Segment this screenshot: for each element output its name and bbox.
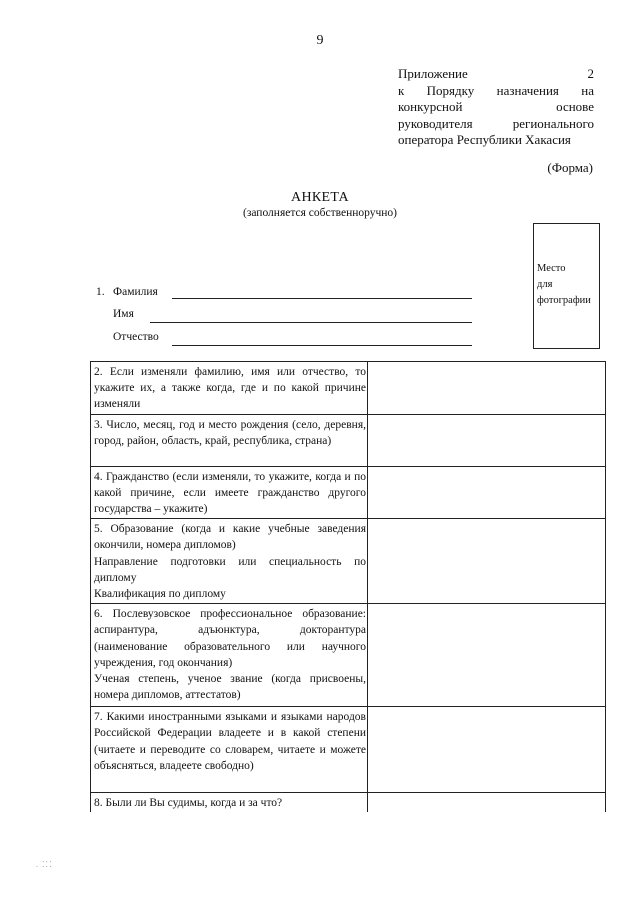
first-name-field[interactable] <box>150 322 472 323</box>
answer-cell[interactable] <box>368 466 606 519</box>
question-text: 8. Были ли Вы судимы, когда и за что? <box>94 797 283 810</box>
photo-label-line: для <box>537 279 553 290</box>
table-row <box>91 604 606 707</box>
question-text: 7. Какими иностранными языками и языками народов Российской Федерации владеете и в какой степени (читаете и переводите со словарем, читаете и можете объясняться, владеете свободно) <box>94 711 366 772</box>
personal-section-number: 1. <box>96 286 105 298</box>
form-label: (Форма) <box>547 160 593 175</box>
question-cell <box>91 604 368 707</box>
question-text: Квалификация по диплому <box>94 588 226 601</box>
scan-mark: . ⁚⁚⁚ <box>36 860 53 869</box>
table-row <box>91 519 606 604</box>
question-cell <box>91 519 368 604</box>
table-row <box>91 707 606 793</box>
answer-cell[interactable] <box>368 362 606 415</box>
question-cell <box>91 414 368 466</box>
table-row <box>91 466 606 519</box>
answer-cell[interactable] <box>368 519 606 604</box>
answer-cell[interactable] <box>368 414 606 466</box>
question-text: Ученая степень, ученое звание (когда присвоены, номера дипломов, аттестатов) <box>94 673 366 702</box>
answer-cell[interactable] <box>368 707 606 793</box>
page-number: 9 <box>316 33 324 48</box>
appendix-line: к Порядку назначения на <box>398 82 594 98</box>
question-cell <box>91 793 368 813</box>
appendix-line: конкурсной основе <box>398 99 594 114</box>
question-cell <box>91 707 368 793</box>
patronymic-field[interactable] <box>172 345 472 346</box>
surname-field[interactable] <box>172 298 472 299</box>
question-text: Направление подготовки или специальность по диплому <box>94 555 366 584</box>
appendix-line: оператора Республики Хакасия <box>398 132 571 147</box>
photo-label-line: Место <box>537 263 566 274</box>
document-title: АНКЕТА <box>291 190 349 205</box>
answer-cell[interactable] <box>368 604 606 707</box>
table-row <box>91 793 606 813</box>
question-cell <box>91 362 368 415</box>
answer-cell[interactable] <box>368 793 606 813</box>
document-subtitle: (заполняется собственноручно) <box>242 207 398 219</box>
question-text: 6. Послевузовское профессиональное образование: аспирантура, адъюнктура, докторантура (наименование образовательного или научного учреждения, год окончания) <box>94 608 366 669</box>
question-text: 4. Гражданство (если изменяли, то укажите, когда и по какой причине, если имеете гражданство другого государства – укажите) <box>94 470 366 516</box>
appendix-line: руководителя регионального <box>398 115 594 131</box>
table-row <box>91 414 606 466</box>
questionnaire-table <box>90 361 606 812</box>
patronymic-label: Отчество <box>113 331 159 343</box>
appendix-reference <box>398 66 594 149</box>
question-text: 2. Если изменяли фамилию, имя или отчество, то укажите их, а также когда, где и по какой причине изменяли <box>94 366 366 411</box>
photo-placeholder <box>533 223 600 349</box>
first-name-label: Имя <box>113 308 134 320</box>
question-text: 5. Образование (когда и какие учебные заведения окончили, номера дипломов) <box>94 523 366 552</box>
table-row <box>91 362 606 415</box>
photo-label-line: фотографии <box>537 295 591 306</box>
surname-label: Фамилия <box>113 286 158 298</box>
question-text: 3. Число, месяц, год и место рождения (село, деревня, город, район, область, край, республика, страна) <box>94 418 366 447</box>
question-cell <box>91 466 368 519</box>
appendix-line: Приложение 2 <box>398 66 594 81</box>
